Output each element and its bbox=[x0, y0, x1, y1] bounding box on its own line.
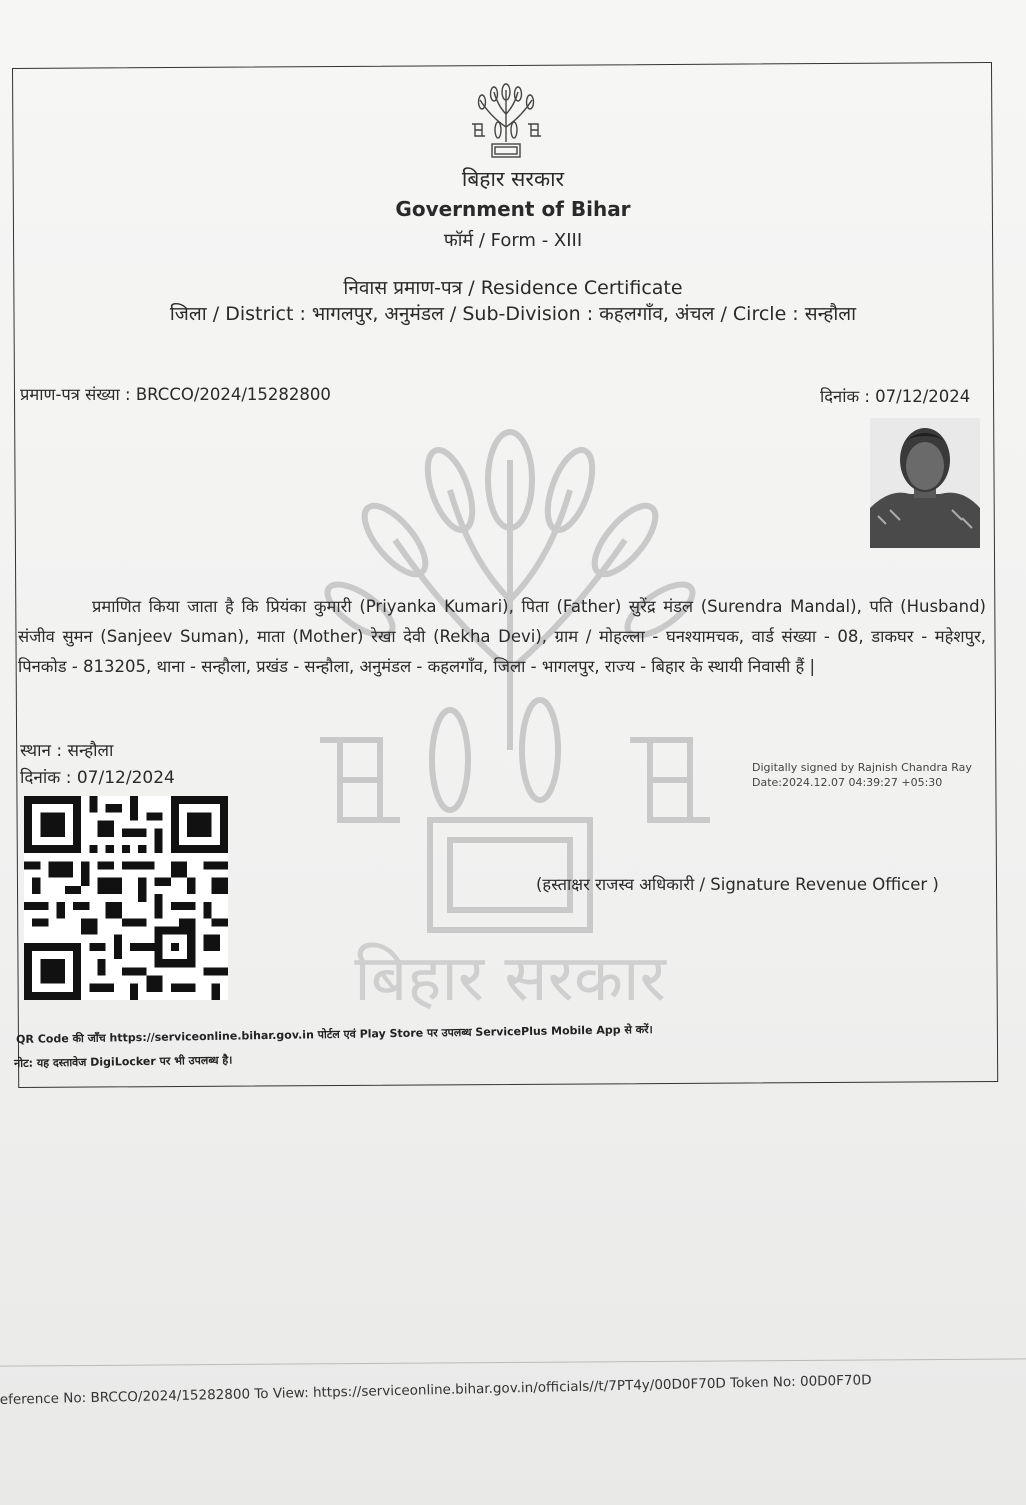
government-name-hindi: बिहार सरकार bbox=[461, 167, 565, 191]
verification-qr-code[interactable] bbox=[22, 796, 230, 1000]
place: स्थान : सन्हौला bbox=[20, 741, 114, 761]
bihar-emblem-logo bbox=[466, 82, 546, 160]
qr-verification-note: QR Code की जाँच https://serviceonline.bihar.gov.in पोर्टल एवं Play Store पर उपलब्ध ServicePlus Mobile App से करें। bbox=[16, 1022, 653, 1046]
reference-line: eference No: BRCCO/2024/15282800 To View: https://serviceonline.bihar.gov.in/officials//t/7PT4y/00D0F70D Token No: 00D0F70D bbox=[0, 1372, 872, 1408]
form-number: फॉर्म / Form - XIII bbox=[443, 230, 583, 251]
applicant-photo bbox=[870, 418, 980, 548]
digital-signature-block bbox=[752, 760, 972, 790]
digital-sign-date: Date:2024.12.07 04:39:27 +05:30 bbox=[752, 776, 943, 789]
certificate-number: प्रमाण-पत्र संख्या : BRCCO/2024/15282800 bbox=[20, 385, 331, 404]
issue-date: दिनांक : 07/12/2024 bbox=[820, 387, 971, 406]
svg-text:बिहार सरकार: बिहार सरकार bbox=[354, 942, 666, 1016]
government-name-english: Government of Bihar bbox=[395, 197, 631, 221]
certificate-statement-text: प्रमाणित किया जाता है कि प्रियंका कुमारी (Priyanka Kumari), पिता (Father) सुरेंद्र मंडल (Surendra Mandal), पति (Husband) संजीव सुमन (Sanjeev Suman), माता (Mother) रेखा देवी (Rekha Devi), ग्राम / मोहल्ला - घनश्यामचक, वार्ड संख्या - 08, डाकघर - महेशपुर, पिनकोड - 813205, थाना - सन्हौला, प्रखंड - सन्हौला, अनुमंडल - कहलगाँव, जिला - भागलपुर, राज्य - बिहार के स्थायी निवासी हैं | bbox=[18, 597, 986, 676]
certificate-title: निवास प्रमाण-पत्र / Residence Certificate bbox=[343, 277, 683, 299]
district-line: जिला / District : भागलपुर, अनुमंडल / Sub-Division : कहलगाँव, अंचल / Circle : सन्हौला bbox=[169, 303, 857, 325]
digital-signer: Digitally signed by Rajnish Chandra Ray bbox=[752, 761, 972, 774]
digilocker-note: नोट: यह दस्तावेज DigiLocker पर भी उपलब्ध है। bbox=[14, 1053, 233, 1070]
certificate-statement bbox=[18, 592, 986, 682]
footer-date: दिनांक : 07/12/2024 bbox=[20, 768, 175, 788]
signature-label: (हस्ताक्षर राजस्व अधिकारी / Signature Revenue Officer ) bbox=[536, 875, 939, 894]
